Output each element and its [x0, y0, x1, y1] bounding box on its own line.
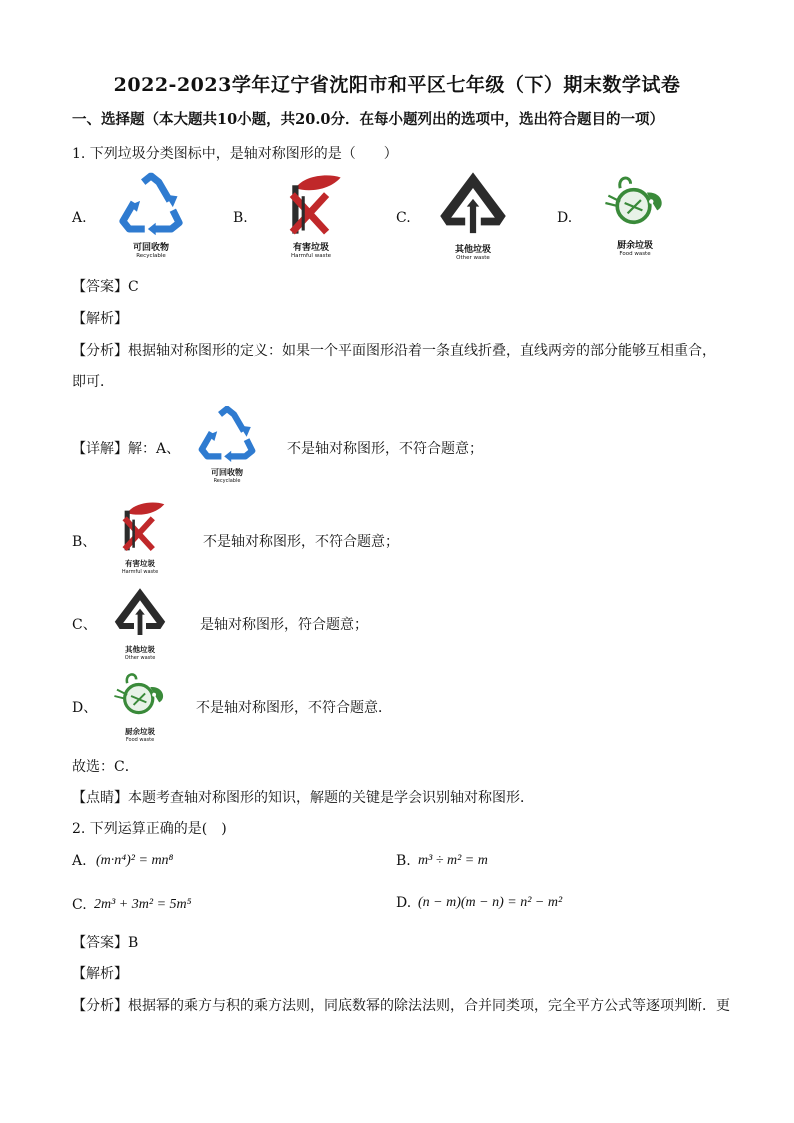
- q1-analysis-line-1: 【分析】根据轴对称图形的定义：如果一个平面图形沿着一条直线折叠，直线两旁的部分能够互相重合，: [72, 343, 716, 359]
- page-title: 2022-2023学年辽宁省沈阳市和平区七年级（下）期末数学试卷: [113, 74, 681, 96]
- question-2-stem: 2. 下列运算正确的是( ): [72, 821, 227, 837]
- q1-detail-b-text: 不是轴对称图形，不符合题意；: [203, 534, 399, 550]
- icon-caption-en: Other waste: [124, 655, 156, 661]
- icon-caption-en: Harmful waste: [290, 253, 331, 259]
- icon-caption-en: Other waste: [456, 255, 490, 261]
- q2-analysis-heading: 【解析】: [72, 966, 128, 982]
- q1-detail-c-text: 是轴对称图形，符合题意；: [200, 617, 368, 633]
- icon-caption-cn: 有害垃圾: [292, 243, 329, 253]
- q2-option-b-letter: B.: [396, 853, 411, 869]
- q1-analysis-heading: 【解析】: [72, 311, 128, 327]
- q1-detail-b-prefix: B、: [72, 534, 97, 550]
- icon-caption-en: Food waste: [125, 737, 155, 743]
- q1-detail-d-prefix: D、: [72, 700, 98, 716]
- q1-option-d-letter: D.: [557, 210, 573, 226]
- icon-caption-en: Recyclable: [213, 478, 241, 484]
- icon-caption-cn: 可回收物: [211, 468, 243, 477]
- q2-option-a-letter: A.: [72, 853, 87, 869]
- q2-option-a-expression: (m·n⁴)² = mn⁸: [96, 853, 174, 868]
- q1-option-a-letter: A.: [72, 210, 87, 226]
- q1-analysis-line-2: 即可．: [72, 374, 114, 390]
- icon-caption-cn: 有害垃圾: [125, 559, 155, 568]
- q2-option-c-expression: 2m³ + 3m² = 5m⁵: [94, 897, 192, 912]
- recycle-bin-icon: [112, 172, 190, 264]
- q1-option-c-letter: C.: [396, 210, 411, 226]
- q2-option-c-letter: C.: [72, 897, 87, 913]
- q2-answer: 【答案】B: [72, 935, 139, 951]
- icon-caption-cn: 其他垃圾: [454, 245, 491, 255]
- other-waste-icon: [434, 166, 512, 264]
- q1-detail-d-text: 不是轴对称图形，不符合题意．: [196, 700, 392, 716]
- recycle-bin-icon: [192, 405, 262, 489]
- food-waste-icon: [598, 172, 672, 264]
- icon-caption-cn: 其他垃圾: [125, 645, 155, 654]
- food-waste-icon: [108, 670, 172, 746]
- q1-option-b-letter: B.: [233, 210, 248, 226]
- q1-choose: 故选：C．: [72, 759, 139, 775]
- other-waste-icon: [110, 582, 170, 664]
- icon-caption-cn: 厨余垃圾: [616, 241, 653, 251]
- icon-caption-cn: 厨余垃圾: [125, 727, 155, 736]
- harmful-waste-icon: [108, 498, 172, 580]
- q1-detail-c-prefix: C、: [72, 617, 97, 633]
- q2-option-b-expression: m³ ÷ m² = m: [418, 853, 488, 868]
- icon-caption-en: Food waste: [619, 251, 651, 257]
- question-1-stem: 1. 下列垃圾分类图标中，是轴对称图形的是（ ）: [72, 146, 398, 162]
- q2-option-d-expression: (n − m)(m − n) = n² − m²: [418, 895, 563, 910]
- q1-answer: 【答案】C: [72, 279, 139, 295]
- icon-caption-en: Harmful waste: [121, 569, 159, 575]
- icon-caption-cn: 可回收物: [132, 243, 169, 253]
- section-heading: 一、选择题（本大题共10小题，共20.0分．在每小题列出的选项中，选出符合题目的一项）: [72, 111, 664, 128]
- q1-comment: 【点睛】本题考查轴对称图形的知识，解题的关键是学会识别轴对称图形．: [72, 790, 534, 806]
- harmful-waste-icon: [272, 172, 350, 264]
- icon-caption-en: Recyclable: [136, 253, 166, 259]
- q1-detail-a-prefix: 【详解】解：A、: [72, 441, 181, 457]
- q1-detail-a-text: 不是轴对称图形，不符合题意；: [287, 441, 483, 457]
- q2-option-d-letter: D.: [396, 895, 412, 911]
- q2-analysis-line-1: 【分析】根据幂的乘方与积的乘方法则，同底数幂的除法法则，合并同类项，完全平方公式等逐项判断．更: [72, 998, 730, 1014]
